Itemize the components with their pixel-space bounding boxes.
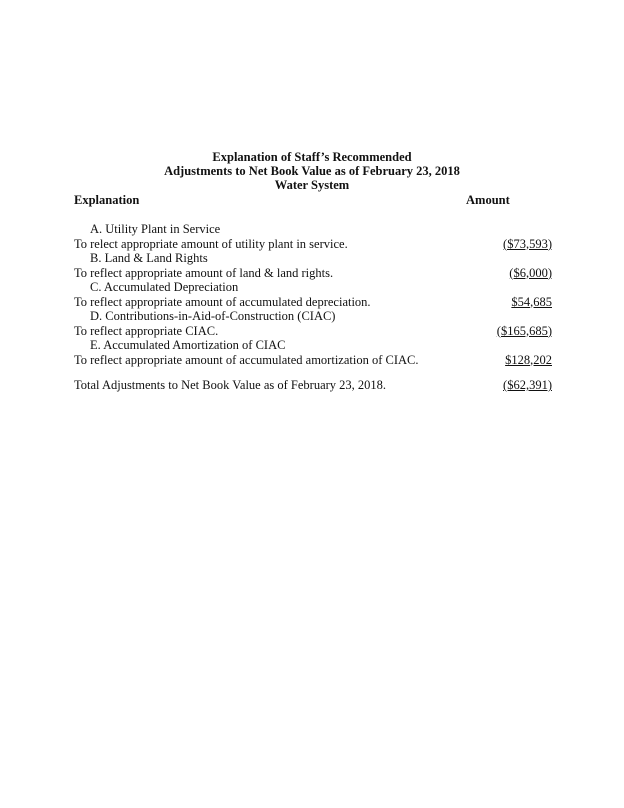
title-line-1: Explanation of Staff’s Recommended [212,150,412,164]
total-label: Total Adjustments to Net Book Value as of February 23, 2018. [74,378,387,392]
section-heading-c: C. Accumulated Depreciation [90,280,239,294]
row-description: To reflect appropriate amount of accumulated amortization of CIAC. [74,352,419,367]
total-row [0,378,624,393]
adjustment-row-a [0,237,624,252]
section-heading-d: D. Contributions-in-Aid-of-Construction (CIAC) [90,309,336,323]
row-description: To relect appropriate amount of utility plant in service. [74,236,348,251]
row-amount: ($6,000) [509,265,552,280]
row-amount: $128,202 [505,352,552,367]
adjustment-row-b [0,266,624,281]
row-description: To reflect appropriate amount of accumulated depreciation. [74,294,371,309]
row-amount: ($73,593) [503,236,552,251]
amount-column-header: Amount [466,193,510,207]
row-amount: ($165,685) [496,323,552,338]
adjustment-row-e [0,353,624,368]
explanation-column-header: Explanation [74,193,140,207]
total-amount: ($62,391) [503,378,552,392]
row-description: To reflect appropriate CIAC. [74,323,219,338]
section-heading-e: E. Accumulated Amortization of CIAC [90,338,286,352]
title-line-2: Adjustments to Net Book Value as of February 23, 2018 [164,164,460,178]
section-heading-a: A. Utility Plant in Service [90,222,221,236]
adjustment-row-c [0,295,624,310]
document-title [0,150,624,192]
row-description: To reflect appropriate amount of land & land rights. [74,265,334,280]
section-heading-b: B. Land & Land Rights [90,251,208,265]
title-line-3: Water System [274,178,350,192]
row-amount: $54,685 [511,294,552,309]
adjustments-list [0,222,624,367]
adjustment-row-d [0,324,624,339]
